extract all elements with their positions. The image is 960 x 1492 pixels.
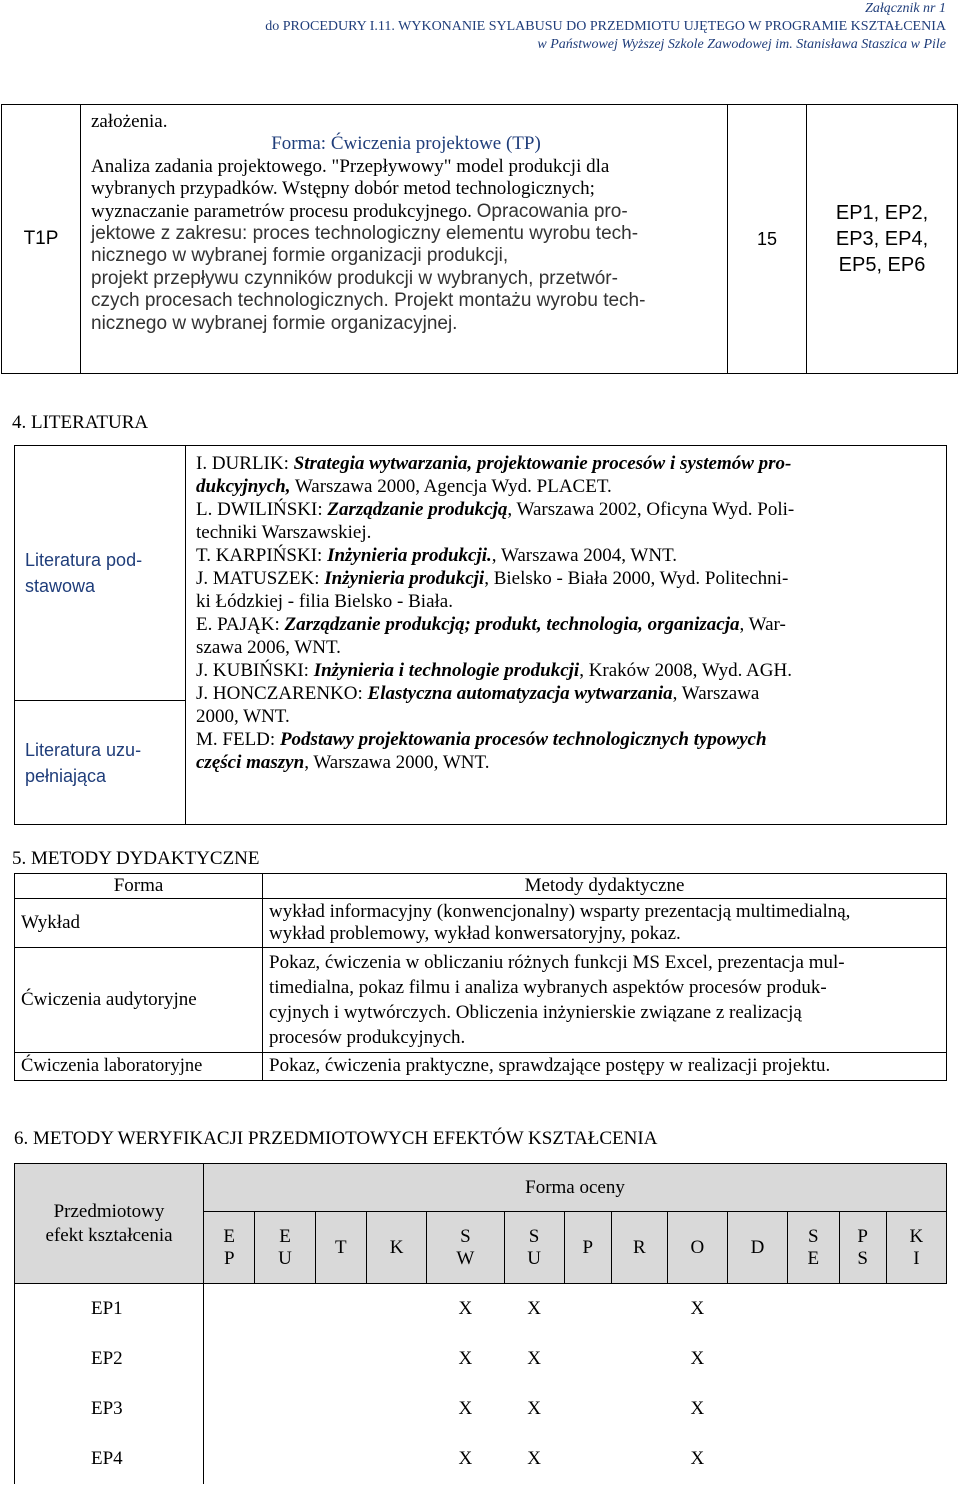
sans-line: czych procesach technologicznych. Projekt montażu wyrobu tech-	[91, 290, 646, 312]
assessment-mark	[367, 1434, 427, 1484]
assessment-mark: X	[527, 1297, 541, 1319]
assessment-mark: X	[527, 1447, 541, 1469]
lit-entry-cont: 2000, WNT.	[196, 706, 290, 727]
assessment-mark	[255, 1434, 315, 1484]
sans-line: Opracowania pro-	[476, 200, 628, 222]
assessment-mark	[315, 1284, 366, 1334]
assessment-mark	[611, 1284, 667, 1334]
lit-entry: I. DURLIK: Strategia wytwarzania, projektowanie procesów i systemów pro-	[196, 453, 792, 474]
label-line: pełniająca	[25, 765, 107, 786]
col-metody: Metody dydaktyczne	[263, 874, 947, 899]
lit-entry-cont: techniki Warszawskiej.	[196, 522, 372, 543]
effect-code: EP4	[15, 1434, 204, 1484]
assessment-letter: O	[690, 1236, 705, 1258]
lit-entry-cont: ki Łódzkiej - filia Bielsko - Biała.	[196, 591, 453, 612]
assessment-letter: R	[632, 1236, 646, 1258]
assessment-letter: U	[278, 1247, 292, 1269]
assessment-mark: X	[690, 1347, 705, 1369]
col-effect-line: efekt kształcenia	[45, 1224, 173, 1246]
assessment-form-header	[427, 1212, 504, 1284]
assessment-mark	[204, 1334, 255, 1384]
sans-line: jektowe z zakresu: proces technologiczny elementu wyrobu tech-	[91, 223, 639, 245]
assessment-form-header	[667, 1212, 727, 1284]
content-effects	[807, 105, 958, 374]
metody-laboratoryjne: Pokaz, ćwiczenia praktyczne, sprawdzające postępy w realizacji projektu.	[263, 1052, 947, 1080]
forma-laboratoryjne: Ćwiczenia laboratoryjne	[15, 1052, 263, 1080]
assessment-letter: E	[223, 1225, 236, 1247]
sans-line: nicznego w wybranej formie organizacji produkcji,	[91, 245, 509, 267]
assessment-mark	[839, 1434, 886, 1484]
assessment-mark	[367, 1334, 427, 1384]
assessment-mark	[727, 1384, 787, 1434]
assessment-mark	[727, 1334, 787, 1384]
assessment-letter: S	[460, 1225, 471, 1247]
serif-line: wybranych przypadków. Wstępny dobór metod technologicznych;	[91, 178, 595, 200]
assessment-letter: K	[389, 1236, 404, 1258]
metody-heading: 5. METODY DYDAKTYCZNE	[12, 848, 260, 869]
assessment-mark	[564, 1334, 611, 1384]
assessment-mark	[315, 1434, 366, 1484]
metody-wyklad	[263, 899, 947, 947]
assessment-mark: X	[690, 1397, 705, 1419]
literatura-heading: 4. LITERATURA	[12, 412, 149, 433]
sans-line: nicznego w wybranej formie organizacyjnej.	[91, 312, 458, 334]
assessment-mark	[886, 1334, 946, 1384]
assessment-mark	[315, 1334, 366, 1384]
col-effect-line: Przedmiotowy	[53, 1200, 165, 1222]
assessment-mark	[367, 1284, 427, 1334]
method-line: timedialna, pokaz filmu i analiza wybranych aspektów procesów produk-	[269, 976, 827, 998]
assessment-form-header	[564, 1212, 611, 1284]
assessment-letter: P	[582, 1236, 594, 1258]
table-row	[15, 1334, 947, 1384]
assessment-form-header	[255, 1212, 315, 1284]
lit-entry: T. KARPIŃSKI: Inżynieria produkcji., Warszawa 2004, WNT.	[196, 545, 678, 566]
method-line: procesów produkcyjnych.	[269, 1026, 466, 1048]
assessment-letter: K	[909, 1225, 924, 1247]
assessment-mark	[727, 1284, 787, 1334]
lit-entry: J. HONCZARENKO: Elastyczna automatyzacja wytwarzania, Warszawa	[196, 683, 760, 704]
table-row	[15, 1434, 947, 1484]
effect-code: EP1	[15, 1284, 204, 1334]
assessment-mark	[315, 1384, 366, 1434]
assessment-mark	[564, 1434, 611, 1484]
assessment-letter: S	[807, 1225, 819, 1247]
lit-entry: E. PAJĄK: Zarządzanie produkcją; produkt, technologia, organizacja, War-	[196, 614, 786, 635]
assessment-mark: X	[458, 1347, 473, 1369]
label-basic	[15, 446, 186, 701]
assessment-letter: E	[807, 1247, 820, 1269]
method-line: wykład problemowy, wykład konwersatoryjny, pokaz.	[269, 922, 681, 944]
lit-entry-cont: dukcyjnych, Warszawa 2000, Agencja Wyd. PLACET.	[196, 476, 612, 497]
serif-line: Analiza zadania projektowego. "Przepływowy" model produkcji dla	[91, 155, 610, 177]
assessment-mark: X	[527, 1397, 541, 1419]
institution-name: w Państwowej Wyższej Szkole Zawodowej im. Stanisława Staszica w Pile	[537, 37, 946, 52]
assessment-mark	[611, 1384, 667, 1434]
serif-line: wyznaczanie parametrów procesu produkcyjnego.	[91, 200, 472, 222]
effects-line: EP5, EP6	[838, 254, 926, 276]
assessment-mark	[255, 1384, 315, 1434]
assessment-letter: P	[223, 1247, 235, 1269]
assessment-mark	[788, 1384, 839, 1434]
assessment-mark	[788, 1284, 839, 1334]
assessment-mark: X	[458, 1447, 473, 1469]
assessment-mark	[367, 1384, 427, 1434]
assessment-mark: X	[458, 1397, 473, 1419]
content-line-prev: założenia.	[91, 111, 168, 132]
assessment-letter: S	[857, 1247, 868, 1269]
assessment-mark	[611, 1334, 667, 1384]
sans-line: projekt przepływu czynników produkcji w wybranych, przetwór-	[91, 267, 618, 289]
assessment-form-header	[886, 1212, 946, 1284]
assessment-form-header	[504, 1212, 564, 1284]
lit-entry: L. DWILIŃSKI: Zarządzanie produkcją, Warszawa 2002, Oficyna Wyd. Poli-	[196, 499, 795, 520]
content-table	[1, 104, 958, 374]
assessment-mark	[788, 1334, 839, 1384]
assessment-mark	[886, 1284, 946, 1334]
assessment-letter: W	[456, 1247, 475, 1269]
literatura-body	[186, 446, 947, 825]
content-forma: Forma: Ćwiczenia projektowe (TP)	[271, 133, 541, 155]
metody-table	[14, 873, 947, 1081]
lit-entry: J. KUBIŃSKI: Inżynieria i technologie produkcji, Kraków 2008, Wyd. AGH.	[196, 660, 792, 681]
forma-audytoryjne: Ćwiczenia audytoryjne	[15, 947, 263, 1052]
assessment-mark	[727, 1434, 787, 1484]
assessment-mark	[788, 1434, 839, 1484]
attachment-label: Załącznik nr 1	[865, 1, 946, 16]
assessment-letter: S	[528, 1225, 540, 1247]
assessment-mark	[839, 1334, 886, 1384]
col-forma-oceny: Forma oceny	[204, 1164, 947, 1212]
assessment-letter: D	[750, 1236, 765, 1258]
content-hours: 15	[728, 105, 807, 374]
label-line: Literatura uzu-	[25, 739, 142, 760]
assessment-mark	[564, 1384, 611, 1434]
lit-entry-cont: części maszyn, Warszawa 2000, WNT.	[196, 752, 490, 773]
content-code: T1P	[2, 105, 81, 374]
page-header	[265, 0, 946, 54]
assessment-letter: I	[913, 1247, 920, 1269]
assessment-mark	[204, 1434, 255, 1484]
method-line: Pokaz, ćwiczenia w obliczaniu różnych funkcji MS Excel, prezentacja mul-	[269, 951, 845, 973]
table-row	[15, 1384, 947, 1434]
literatura-table	[14, 445, 947, 825]
label-line: stawowa	[25, 576, 96, 596]
method-line: wykład informacyjny (konwencjonalny) wsparty prezentacją multimedialną,	[269, 900, 851, 922]
assessment-form-header	[611, 1212, 667, 1284]
assessment-mark	[839, 1384, 886, 1434]
lit-entry: M. FELD: Podstawy projektowania procesów technologicznych typowych	[196, 729, 767, 750]
assessment-letter: T	[335, 1236, 347, 1258]
col-effect	[15, 1164, 204, 1284]
assessment-mark	[204, 1384, 255, 1434]
weryfikacja-heading: 6. METODY WERYFIKACJI PRZEDMIOTOWYCH EFEKTÓW KSZTAŁCENIA	[14, 1128, 658, 1149]
forma-wyklad: Wykład	[15, 899, 263, 947]
assessment-mark	[564, 1284, 611, 1334]
assessment-letter: P	[857, 1225, 868, 1247]
assessment-form-header	[367, 1212, 427, 1284]
weryfikacja-table	[14, 1163, 947, 1484]
assessment-mark: X	[690, 1447, 705, 1469]
assessment-mark: X	[458, 1297, 473, 1319]
effects-line: EP3, EP4,	[835, 228, 929, 250]
content-description	[81, 105, 728, 374]
assessment-mark: X	[527, 1347, 541, 1369]
assessment-mark	[255, 1284, 315, 1334]
assessment-letter: E	[279, 1225, 291, 1247]
lit-entry-cont: szawa 2006, WNT.	[196, 637, 341, 658]
assessment-form-header	[204, 1212, 255, 1284]
col-forma: Forma	[15, 874, 263, 899]
label-extra	[15, 701, 186, 825]
assessment-form-header	[788, 1212, 839, 1284]
assessment-letter: U	[527, 1247, 541, 1269]
effect-code: EP3	[15, 1384, 204, 1434]
effect-code: EP2	[15, 1334, 204, 1384]
procedure-title: do PROCEDURY I.11. WYKONANIE SYLABUSU DO PRZEDMIOTU UJĘTEGO W PROGRAMIE KSZTAŁCENIA	[265, 19, 946, 34]
assessment-form-header	[727, 1212, 787, 1284]
method-line: cyjnych i wytwórczych. Obliczenia inżynierskie związane z realizacją	[269, 1001, 802, 1023]
assessment-mark	[611, 1434, 667, 1484]
assessment-form-header	[315, 1212, 366, 1284]
lit-entry: J. MATUSZEK: Inżynieria produkcji, Bielsko - Biała 2000, Wyd. Politechni-	[196, 568, 789, 589]
assessment-mark	[886, 1384, 946, 1434]
assessment-mark	[886, 1434, 946, 1484]
assessment-form-header	[839, 1212, 886, 1284]
assessment-mark	[204, 1284, 255, 1334]
table-row	[15, 1284, 947, 1334]
effects-line: EP1, EP2,	[835, 202, 929, 224]
assessment-mark	[839, 1284, 886, 1334]
label-line: Literatura pod-	[25, 550, 143, 570]
assessment-mark	[255, 1334, 315, 1384]
assessment-mark: X	[690, 1297, 705, 1319]
metody-audytoryjne	[263, 947, 947, 1052]
